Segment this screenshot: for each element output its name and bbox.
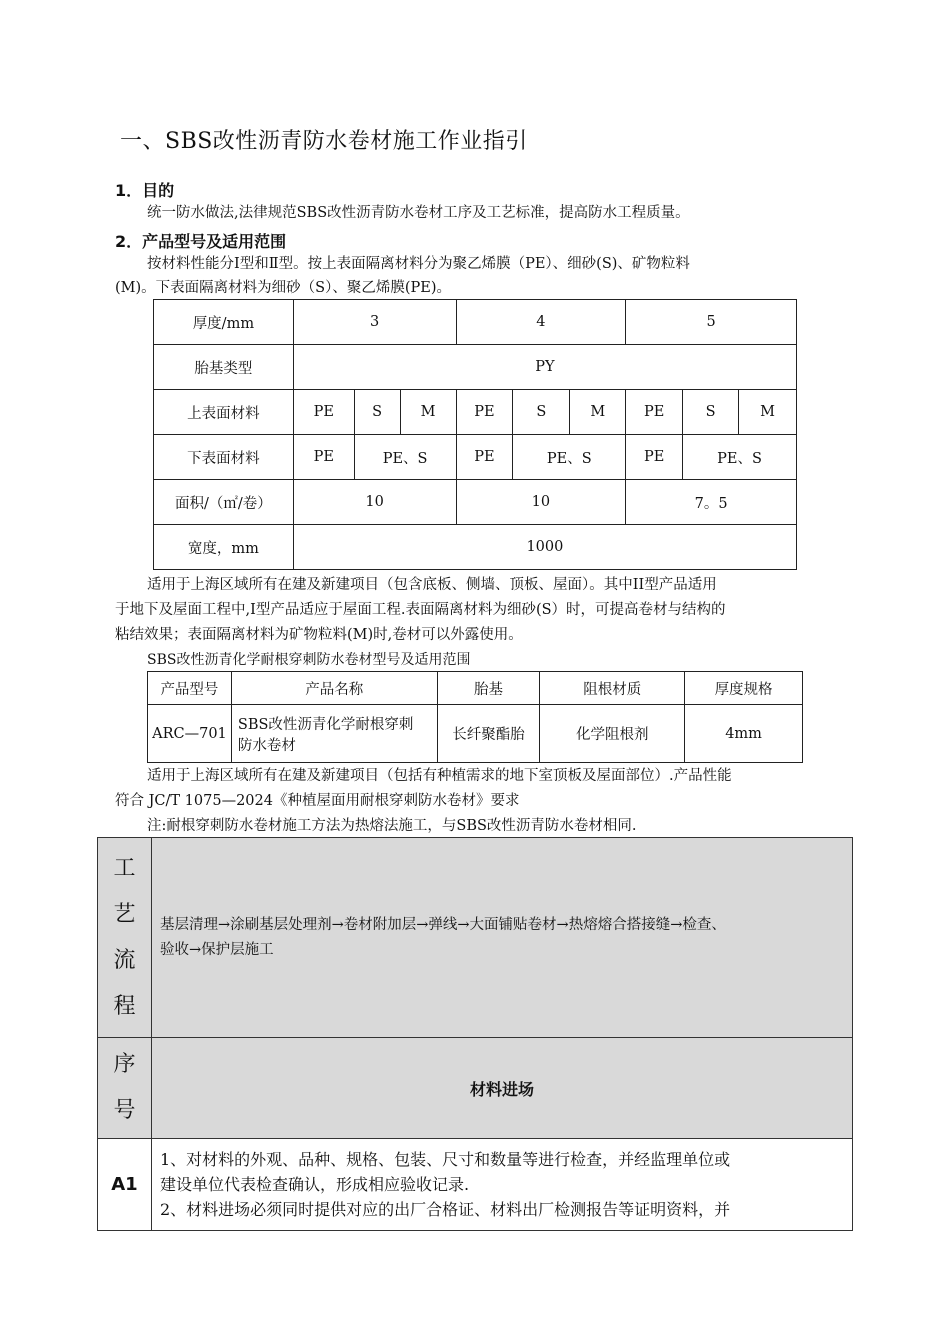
root-name-line1: SBS改性沥青化学耐根穿刺	[237, 716, 414, 733]
spec-cell: PE	[626, 390, 683, 435]
root-table-caption: SBS改性沥青化学耐根穿刺防水卷材型号及适用范围	[147, 652, 471, 668]
process-label-char: 流	[113, 947, 136, 973]
process-label-char: 工	[113, 855, 136, 881]
spec-label: 下表面材料	[154, 435, 294, 480]
spec-cell: PE、S	[513, 435, 626, 480]
process-label	[98, 838, 152, 1038]
spec-cell: PE	[626, 435, 683, 480]
spec-row-width	[154, 525, 797, 570]
sequence-header-row	[98, 1038, 853, 1139]
root-cell-material: 化学阻根剂	[540, 705, 685, 763]
spec-row-area	[154, 480, 797, 525]
spec-label: 面积/（㎡/卷）	[154, 480, 294, 525]
spec-cell: PE	[456, 390, 513, 435]
process-label-char: 艺	[113, 901, 136, 927]
spec-cell: 1000	[293, 525, 796, 570]
spec-cell: PE	[293, 390, 354, 435]
process-label-char: 程	[113, 993, 136, 1019]
process-table	[97, 837, 853, 1231]
spec-cell: S	[513, 390, 570, 435]
scope-line2: 于地下及屋面工程中,I型产品适应于屋面工程.表面隔离材料为细砂(S）时，可提高卷材与结构的	[115, 602, 726, 618]
sequence-title: 材料进场	[151, 1038, 852, 1139]
spec-row-upper	[154, 390, 797, 435]
root-header-cell: 产品名称	[231, 672, 437, 705]
root-table	[147, 671, 803, 763]
root-cell-thickness: 4mm	[685, 705, 803, 763]
root-header-cell: 产品型号	[148, 672, 232, 705]
spec-cell: 10	[293, 480, 456, 525]
spec-cell: PE	[456, 435, 513, 480]
spec-cell: 4	[456, 300, 626, 345]
root-header-cell: 阻根材质	[540, 672, 685, 705]
spec-label: 上表面材料	[154, 390, 294, 435]
spec-cell: PE、S	[683, 435, 797, 480]
spec-cell: PY	[293, 345, 796, 390]
a1-line3: 2、材料进场必须同时提供对应的出厂合格证、材料出厂检测报告等证明资料，并	[159, 1200, 731, 1219]
section2-heading: 2．产品型号及适用范围	[115, 232, 287, 251]
spec-row-thickness	[154, 300, 797, 345]
process-flow-line2: 验收→保护层施工	[159, 941, 274, 958]
root-name-line2: 防水卷材	[237, 737, 296, 754]
root-table-header	[148, 672, 803, 705]
spec-cell: M	[400, 390, 456, 435]
sequence-label-char: 序	[113, 1052, 136, 1077]
spec-cell: 3	[293, 300, 456, 345]
spec-cell: 7。5	[626, 480, 797, 525]
process-flow	[151, 838, 852, 1038]
section1-heading: 1．目的	[115, 181, 175, 200]
page-title: 一、SBS改性沥青防水卷材施工作业指引	[120, 129, 528, 154]
root-cell-name	[231, 705, 437, 763]
root-scope-note: 注:耐根穿刺防水卷材施工方法为热熔法施工，与SBS改性沥青防水卷材相同.	[147, 818, 637, 834]
sequence-label-char: 号	[113, 1098, 136, 1123]
root-header-cell: 厚度规格	[685, 672, 803, 705]
a1-line1: 1、对材料的外观、品种、规格、包装、尺寸和数量等进行检查，并经监理单位或	[159, 1150, 731, 1169]
scope-line3: 粘结效果；表面隔离材料为矿物粒料(M)时,卷材可以外露使用。	[115, 627, 523, 643]
spec-row-lower	[154, 435, 797, 480]
root-header-cell: 胎基	[437, 672, 540, 705]
a1-row	[98, 1139, 853, 1231]
a1-label: A1	[98, 1139, 152, 1231]
section2-line1: 按材料性能分Ⅰ型和Ⅱ型。按上表面隔离材料分为聚乙烯膜（PE）、细砂(S)、矿物粒料	[147, 256, 690, 272]
root-cell-base: 长纤聚酯胎	[437, 705, 540, 763]
root-scope-line1: 适用于上海区域所有在建及新建项目（包括有种植需求的地下室顶板及屋面部位）.产品性能	[147, 768, 732, 784]
spec-cell: 5	[626, 300, 797, 345]
a1-content	[151, 1139, 852, 1231]
spec-label: 宽度，mm	[154, 525, 294, 570]
spec-row-base	[154, 345, 797, 390]
spec-label: 厚度/mm	[154, 300, 294, 345]
spec-table	[153, 299, 797, 570]
section1-text: 统一防水做法,法律规范SBS改性沥青防水卷材工序及工艺标准，提高防水工程质量。	[147, 205, 690, 221]
a1-line2: 建设单位代表检查确认，形成相应验收记录.	[159, 1175, 470, 1194]
spec-cell: S	[683, 390, 739, 435]
root-cell-model: ARC—701	[148, 705, 232, 763]
sequence-label	[98, 1038, 152, 1139]
root-table-row	[148, 705, 803, 763]
spec-cell: S	[354, 390, 400, 435]
spec-label: 胎基类型	[154, 345, 294, 390]
process-row	[98, 838, 853, 1038]
spec-cell: M	[739, 390, 797, 435]
spec-cell: M	[570, 390, 626, 435]
spec-cell: PE	[293, 435, 354, 480]
process-flow-line1: 基层清理→涂刷基层处理剂→卷材附加层→弹线→大面铺贴卷材→热熔熔合搭接缝→检查、	[159, 916, 726, 933]
spec-cell: PE、S	[354, 435, 456, 480]
section2-line2: (M)。下表面隔离材料为细砂（S）、聚乙烯膜(PE)。	[115, 280, 451, 296]
spec-cell: 10	[456, 480, 626, 525]
root-scope-line2: 符合 JC/T 1075—2024《种植屋面用耐根穿刺防水卷材》要求	[115, 793, 520, 809]
scope-line1: 适用于上海区域所有在建及新建项目（包含底板、侧墙、顶板、屋面）。其中II型产品适用	[147, 577, 717, 593]
